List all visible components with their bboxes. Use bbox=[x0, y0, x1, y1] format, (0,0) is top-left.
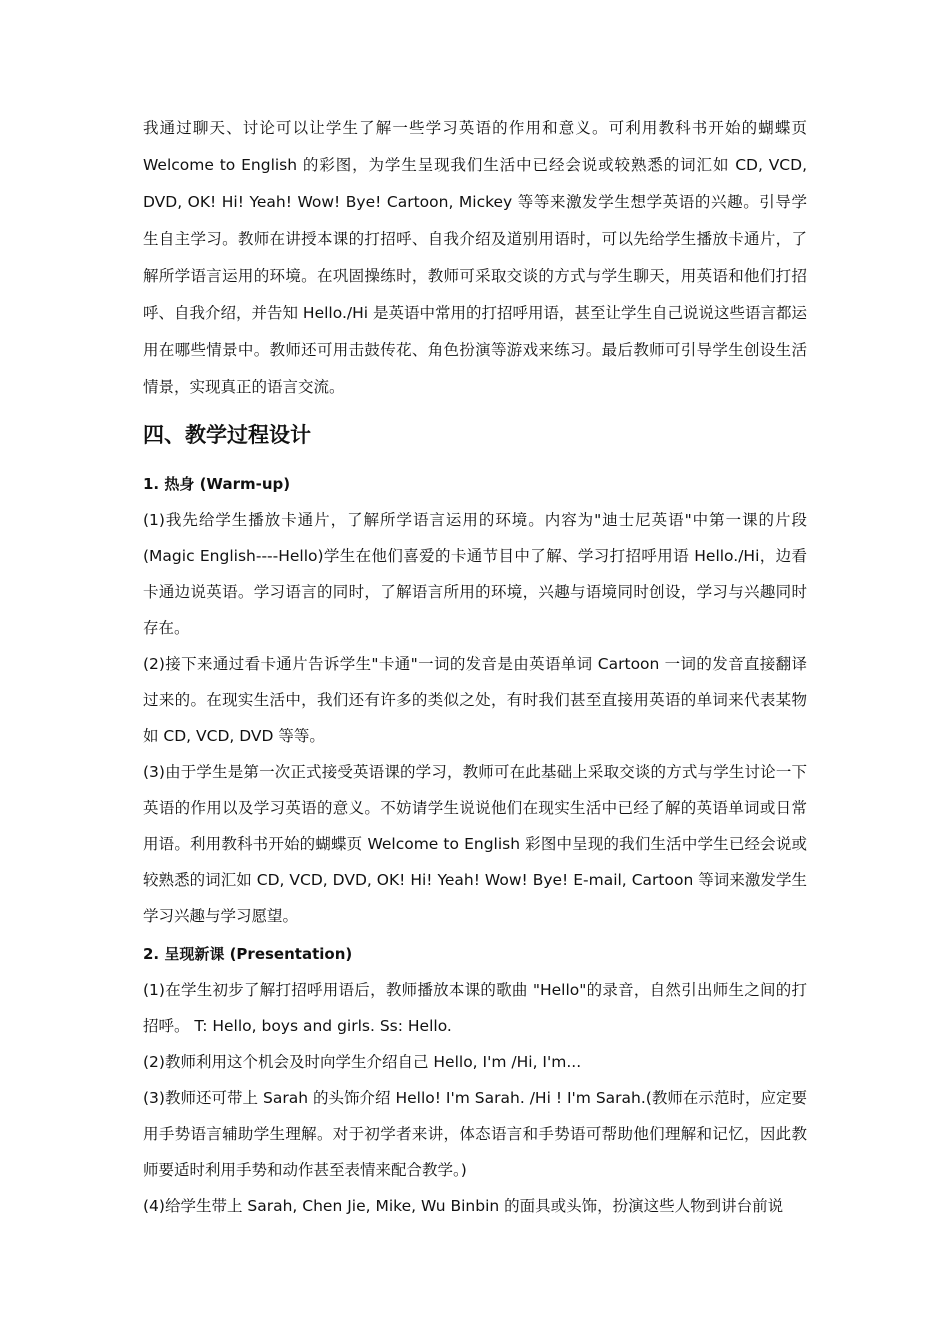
warmup-heading: 1. 热身 (Warm-up) bbox=[143, 475, 291, 493]
warmup-paragraph-1: (1)我先给学生播放卡通片，了解所学语言运用的环境。内容为"迪士尼英语"中第一课的片段(Magic English----Hello)学生在他们喜爱的卡通节目中了解、学习打招呼用语 Hello./Hi，边看卡通边说英语。学习语言的同时，了解语言所用的环境，兴趣与语境同时创设，学习与兴趣同时存在。 bbox=[143, 511, 807, 637]
presentation-paragraph-4: (4)给学生带上 Sarah, Chen Jie, Mike, Wu Binbin 的面具或头饰，扮演这些人物到讲台前说 bbox=[143, 1197, 784, 1215]
presentation-heading: 2. 呈现新课 (Presentation) bbox=[143, 945, 353, 963]
document-page bbox=[143, 110, 807, 1224]
warmup-paragraph-3: (3)由于学生是第一次正式接受英语课的学习，教师可在此基础上采取交谈的方式与学生讨论一下英语的作用以及学习英语的意义。不妨请学生说说他们在现实生活中已经了解的英语单词或日常用语。利用教科书开始的蝴蝶页 Welcome to English 彩图中呈现的我们生活中学生已经会说或较熟悉的词汇如 CD, VCD, DVD, OK! Hi! Yeah! Wow! Bye! E-mail, Cartoon 等词来激发学生学习兴趣与学习愿望。 bbox=[143, 763, 807, 925]
presentation-paragraph-3: (3)教师还可带上 Sarah 的头饰介绍 Hello! I'm Sarah. /Hi ! I'm Sarah.(教师在示范时，应定要用手势语言辅助学生理解。对于初学者来讲，体态语言和手势语可帮助他们理解和记忆，因此教师要适时利用手势和动作甚至表情来配合教学。) bbox=[143, 1089, 807, 1179]
presentation-paragraph-2: (2)教师利用这个机会及时向学生介绍自己 Hello, I'm /Hi, I'm... bbox=[143, 1053, 582, 1071]
section-title-teaching-process: 四、教学过程设计 bbox=[143, 423, 311, 447]
intro-paragraph: 我通过聊天、讨论可以让学生了解一些学习英语的作用和意义。可利用教科书开始的蝴蝶页 Welcome to English 的彩图，为学生呈现我们生活中已经会说或较熟悉的词汇如 CD, VCD, DVD, OK! Hi! Yeah! Wow! Bye! Cartoon, Mickey 等等来激发学生想学英语的兴趣。引导学生自主学习。教师在讲授本课的打招呼、自我介绍及道别用语时，可以先给学生播放卡通片，了解所学语言运用的环境。在巩固操练时，教师可采取交谈的方式与学生聊天，用英语和他们打招呼、自我介绍，并告知 Hello./Hi 是英语中常用的打招呼用语，甚至让学生自己说说这些语言都运用在哪些情景中。教师还可用击鼓传花、角色扮演等游戏来练习。最后教师可引导学生创设生活情景，实现真正的语言交流。 bbox=[143, 119, 807, 396]
presentation-paragraph-1: (1)在学生初步了解打招呼用语后，教师播放本课的歌曲 "Hello"的录音，自然引出师生之间的打招呼。 T: Hello, boys and girls. Ss: Hello. bbox=[143, 981, 807, 1035]
warmup-paragraph-2: (2)接下来通过看卡通片告诉学生"卡通"一词的发音是由英语单词 Cartoon 一词的发音直接翻译过来的。在现实生活中，我们还有许多的类似之处，有时我们甚至直接用英语的单词来代表某物如 CD, VCD, DVD 等等。 bbox=[143, 655, 807, 745]
